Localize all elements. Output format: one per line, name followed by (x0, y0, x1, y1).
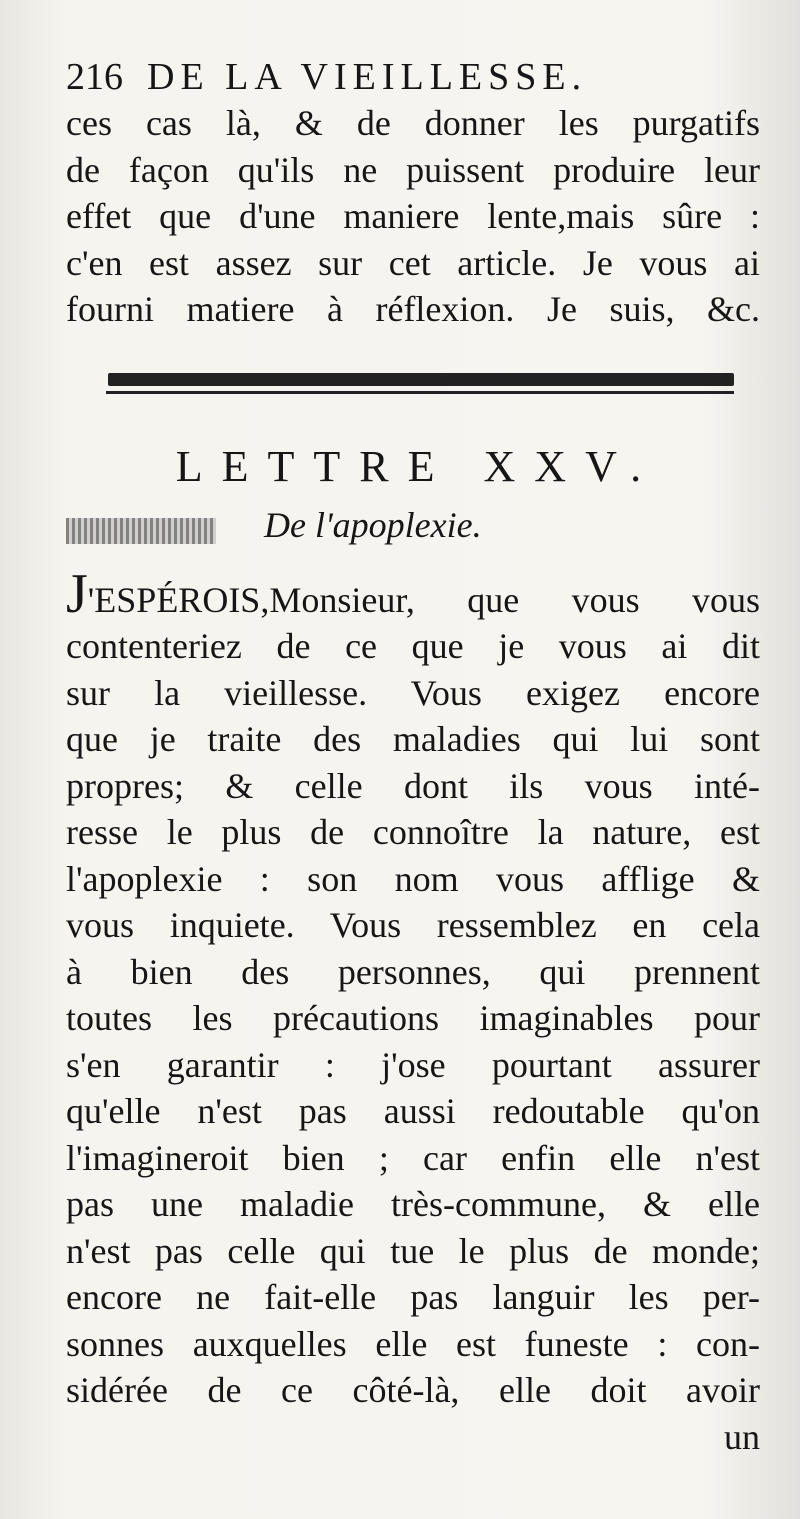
text-line: l'apoplexie : son nom vous afflige & (66, 858, 760, 899)
text-line: toutes les précautions imaginables pour (66, 998, 760, 1038)
letter-body (66, 562, 760, 1414)
running-title: DE LA VIEILLESSE. (147, 56, 588, 98)
ornament-icon (66, 518, 216, 544)
text-line: effet que d'une maniere lente,mais sûre : (66, 196, 760, 236)
opening-smallcaps: 'ESPÉROIS (87, 579, 261, 620)
opening-rest: ,Monsieur, que vous vous (260, 579, 760, 620)
text-line: vous inquiete. Vous ressemblez en cela (66, 905, 760, 945)
text-line: pas une maladie très-commune, & elle (66, 1184, 760, 1224)
text-line: que je traite des maladies qui lui sont (66, 719, 760, 759)
text-line: sonnes auxquelles elle est funeste : con- (66, 1323, 760, 1364)
text-line: sidérée de ce côté-là, elle doit avoir (66, 1370, 760, 1410)
intro-paragraph (66, 100, 760, 333)
text-line: qu'elle n'est pas aussi redoutable qu'on (66, 1091, 760, 1131)
catchword: un (724, 1416, 760, 1457)
page-header (66, 54, 760, 100)
page-number: 216 (66, 56, 123, 98)
text-line: s'en garantir : j'ose pourtant assurer (66, 1044, 760, 1085)
text-line: sur la vieillesse. Vous exigez encore (66, 672, 760, 713)
text-line: propres; & celle dont ils vous inté- (66, 765, 760, 806)
section-rule-thick (108, 373, 734, 386)
text-line: ces cas là, & de donner les purgatifs (66, 103, 760, 143)
text-line: de façon qu'ils ne puissent produire leur (66, 149, 760, 190)
text-line: l'imagineroit bien ; car enfin elle n'est (66, 1137, 760, 1178)
text-line: contenteriez de ce que je vous ai dit (66, 626, 760, 666)
drop-cap: J (66, 562, 88, 625)
section-rule-thin (106, 391, 734, 394)
letter-title: LETTRE XXV. (175, 441, 661, 491)
text-line: n'est pas celle qui tue le plus de monde; (66, 1230, 760, 1271)
text-line: resse le plus de connoître la nature, est (66, 812, 760, 852)
opening-line (66, 562, 760, 625)
text-line: fourni matiere à réflexion. Je suis, &c. (66, 289, 760, 329)
text-line: à bien des personnes, qui prennent (66, 951, 760, 992)
letter-subtitle: De l'apoplexie. (264, 504, 482, 545)
subtitle-row (66, 504, 760, 562)
text-line: encore ne fait-elle pas languir les per- (66, 1277, 760, 1317)
text-line: c'en est assez sur cet article. Je vous ai (66, 242, 760, 283)
